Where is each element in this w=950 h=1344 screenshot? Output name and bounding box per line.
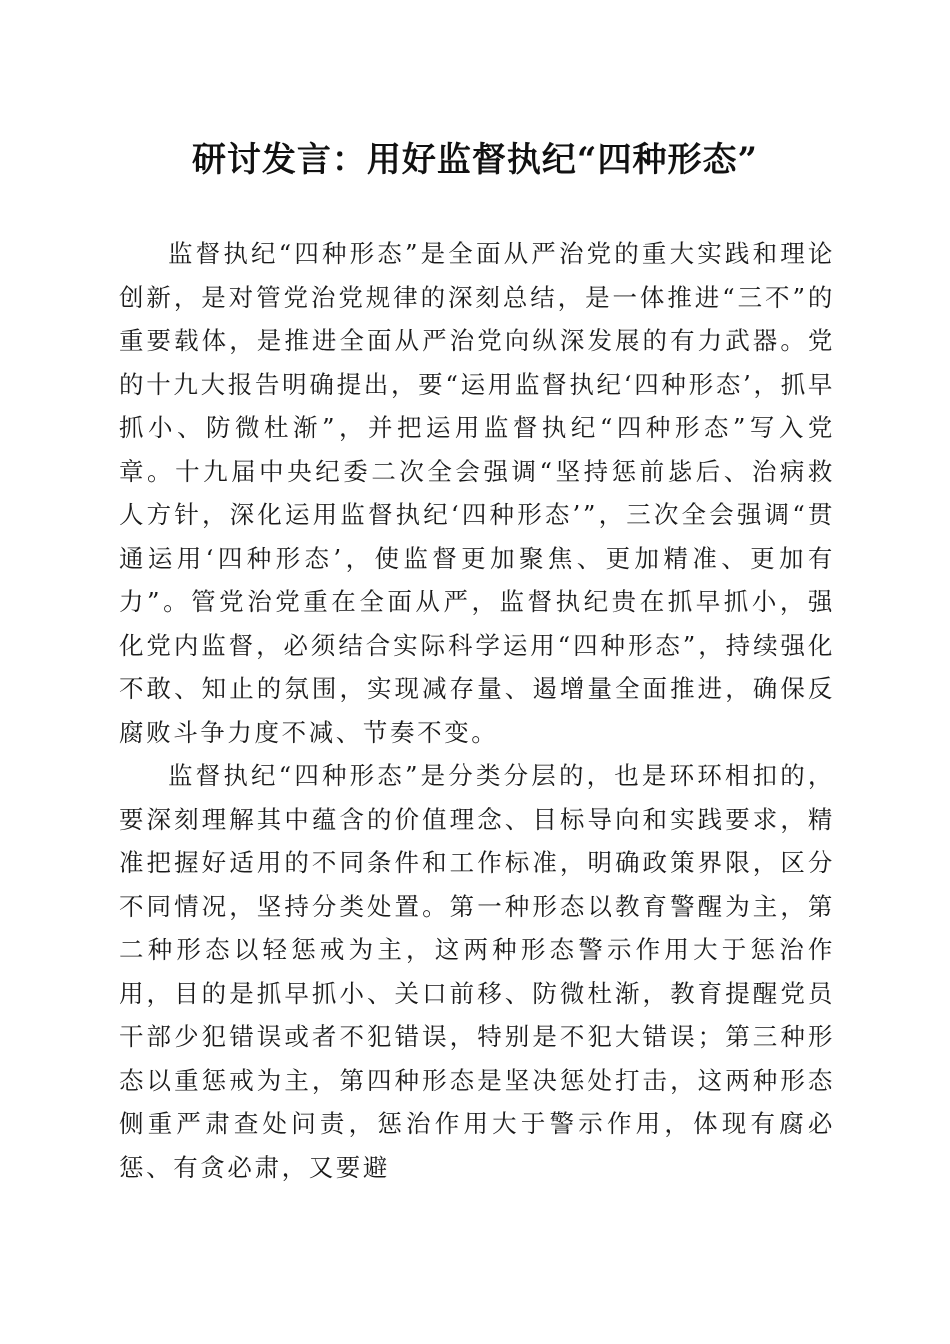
document-body xyxy=(119,232,835,1189)
document-title: 研讨发言：用好监督执纪“四种形态” xyxy=(191,140,759,180)
paragraph: 监督执纪“四种形态”是分类分层的，也是环环相扣的，要深刻理解其中蕴含的价值理念、目标导向和实践要求，精准把握好适用的不同条件和工作标准，明确政策界限，区分不同情况，坚持分类处置。第一种形态以教育警醒为主，第二种形态以轻惩戒为主，这两种形态警示作用大于惩治作用，目的是抓早抓小、关口前移、防微杜渐，教育提醒党员干部少犯错误或者不犯错误，特别是不犯大错误；第三种形态以重惩戒为主，第四种形态是坚决惩处打击，这两种形态侧重严肃查处问责，惩治作用大于警示作用，体现有腐必惩、有贪必肃，又要避 xyxy=(119,761,835,1182)
paragraph: 监督执纪“四种形态”是全面从严治党的重大实践和理论创新，是对管党治党规律的深刻总结，是一体推进“三不”的重要载体，是推进全面从严治党向纵深发展的有力武器。党的十九大报告明确提出，要“运用监督执纪‘四种形态’，抓早抓小、防微杜渐”，并把运用监督执纪“四种形态”写入党章。十九届中央纪委二次全会强调“坚持惩前毖后、治病救人方针，深化运用监督执纪‘四种形态’”，三次全会强调“贯通运用‘四种形态’，使监督更加聚焦、更加精准、更加有力”。管党治党重在全面从严，监督执纪贵在抓早抓小，强化党内监督，必须结合实际科学运用“四种形态”，持续强化不敢、知止的氛围，实现减存量、遏增量全面推进，确保反腐败斗争力度不减、节奏不变。 xyxy=(119,239,835,747)
